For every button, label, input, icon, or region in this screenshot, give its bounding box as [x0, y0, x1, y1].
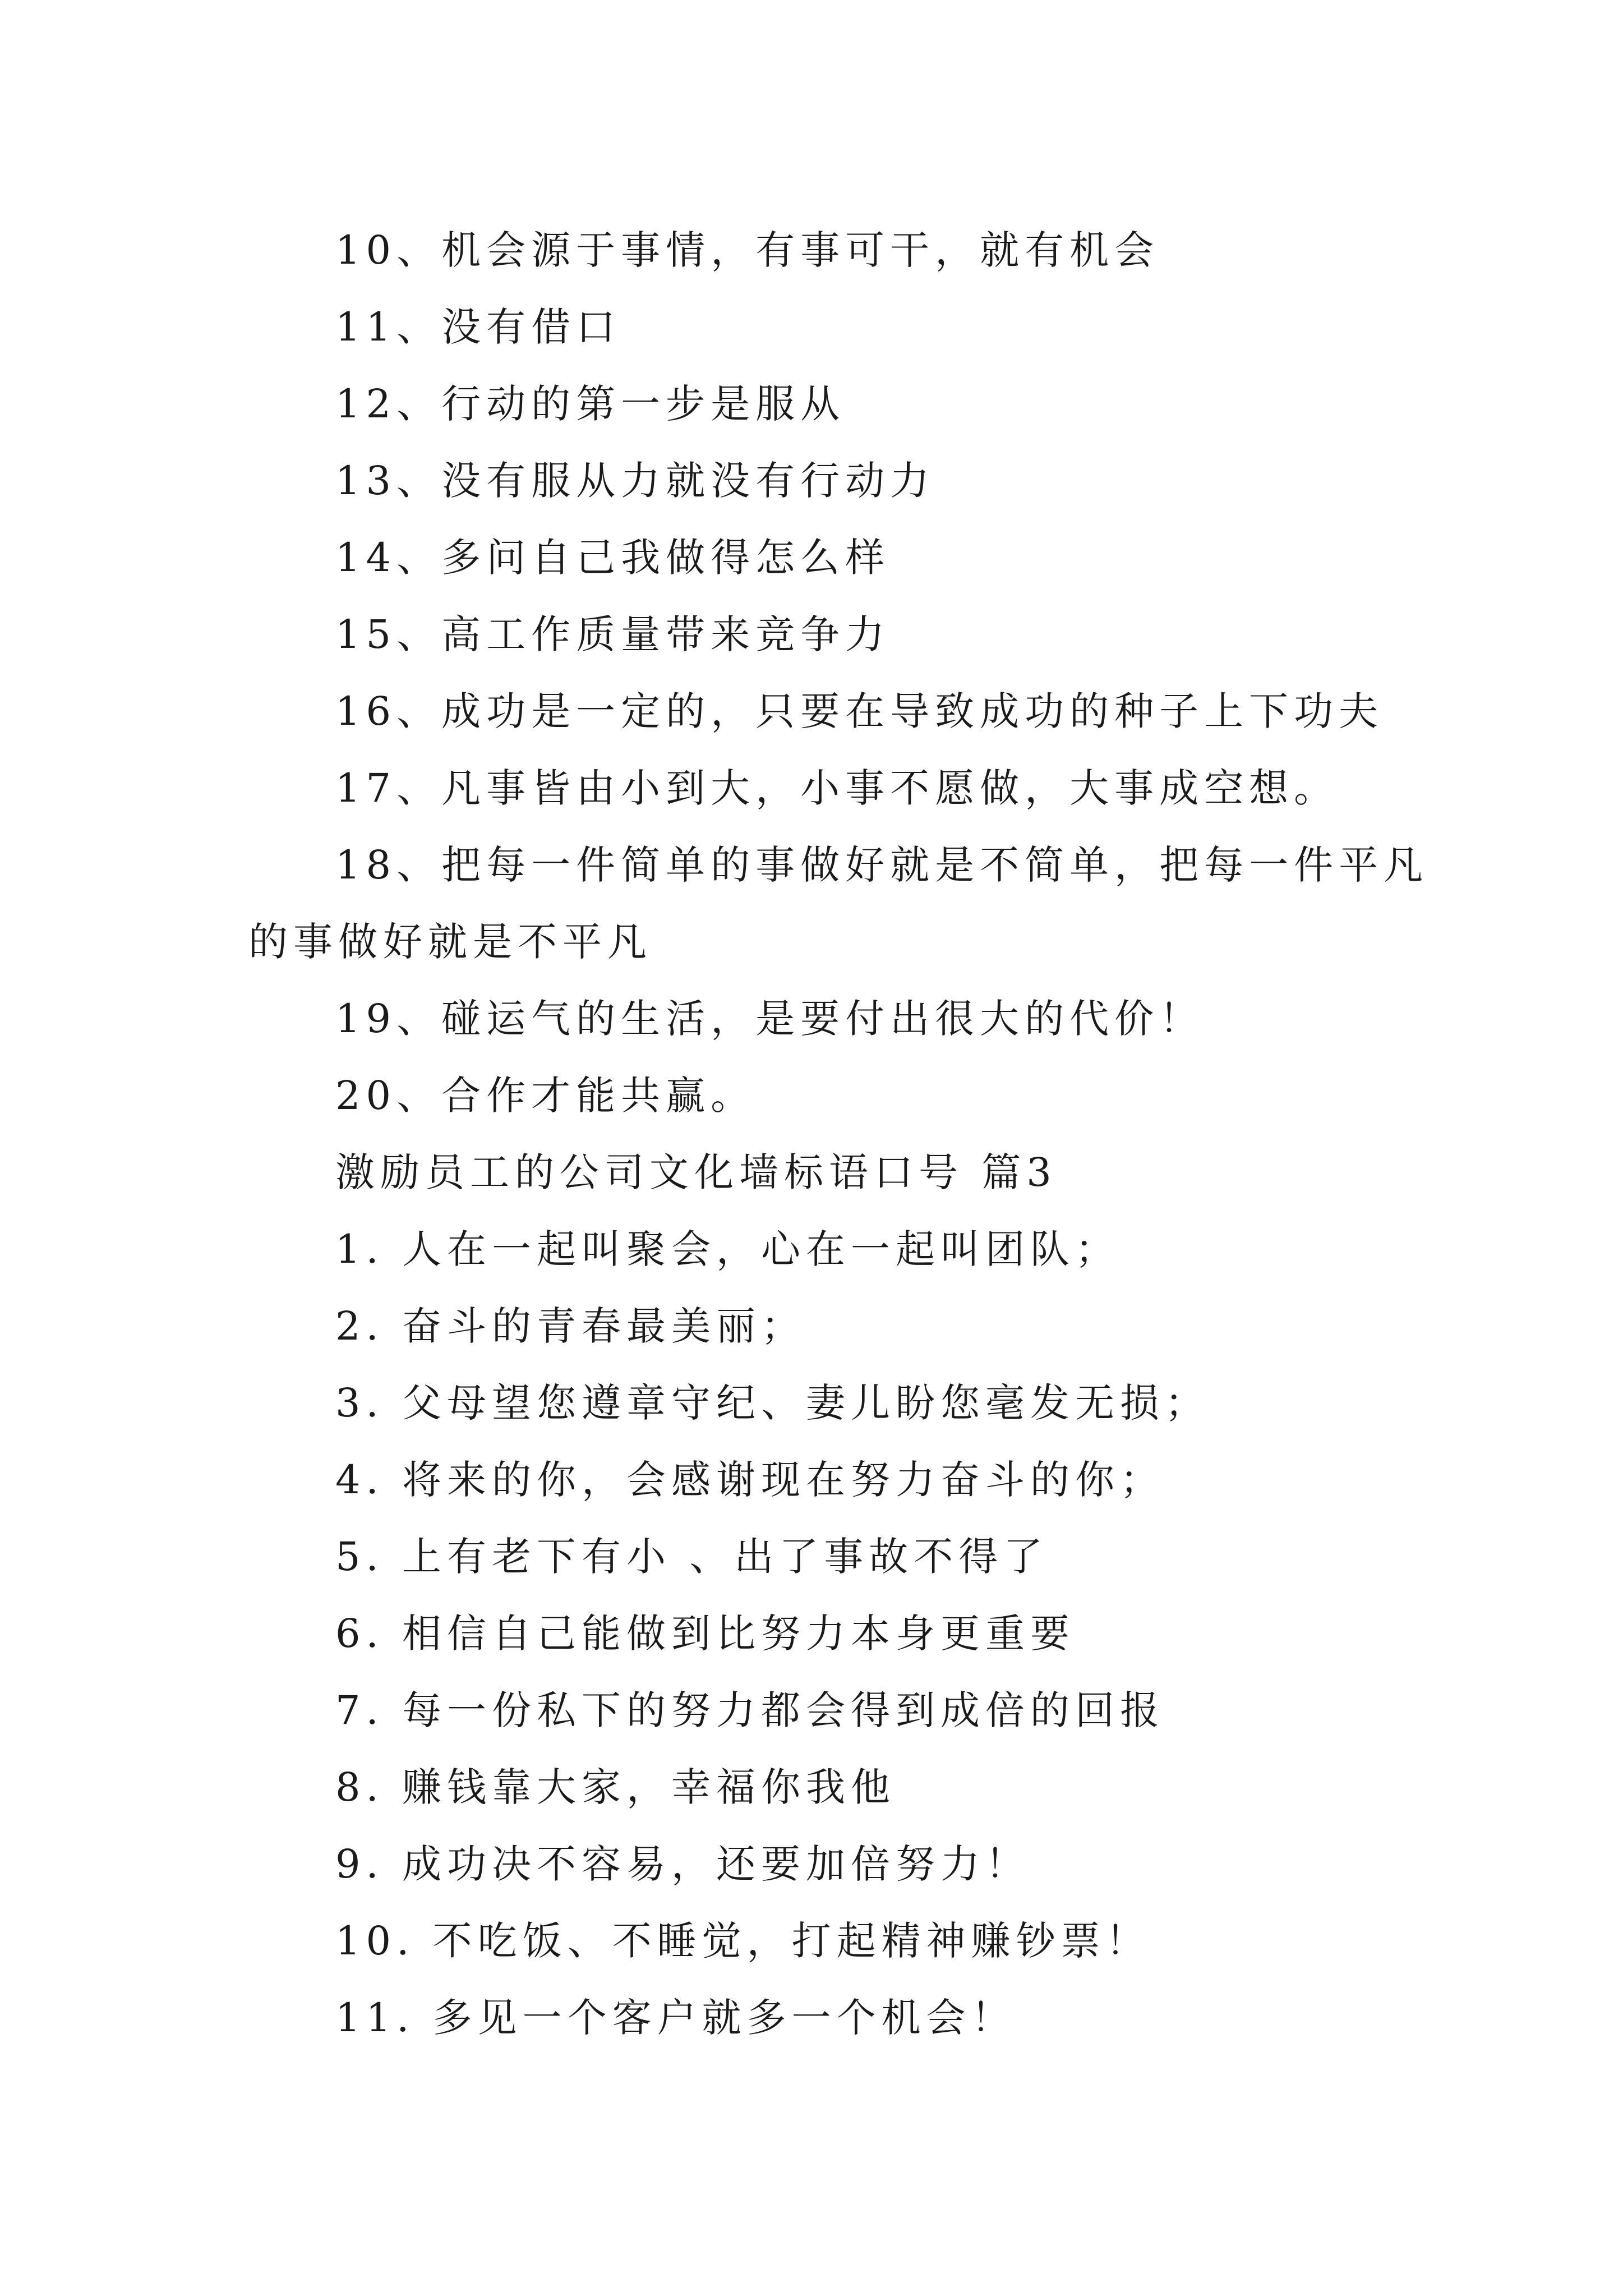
list-item: 11、没有借口 — [335, 304, 621, 350]
list-item: 11. 多见一个客户就多一个机会！ — [335, 1995, 1016, 2041]
list-item-18-line-1: 18、把每一件简单的事做好就是不简单，把每一件平凡 — [335, 842, 1429, 888]
list-item: 2. 奋斗的青春最美丽； — [335, 1303, 806, 1349]
list-item: 10. 不吃饭、不睡觉，打起精神赚钞票！ — [335, 1918, 1151, 1964]
list-item: 19、碰运气的生活，是要付出很大的代价！ — [335, 996, 1205, 1042]
document-body — [248, 212, 1429, 2056]
list-item: 13、没有服从力就没有行动力 — [335, 458, 935, 504]
list-item: 5. 上有老下有小 、出了事故不得了 — [335, 1534, 1049, 1580]
list-item: 7. 每一份私下的努力都会得到成倍的回报 — [335, 1687, 1165, 1733]
list-item: 4. 将来的你，会感谢现在努力奋斗的你； — [335, 1457, 1165, 1503]
list-item: 17、凡事皆由小到大，小事不愿做，大事成空想。 — [335, 765, 1339, 811]
list-item: 16、成功是一定的，只要在导致成功的种子上下功夫 — [335, 688, 1384, 734]
list-item: 20、合作才能共赢。 — [335, 1073, 756, 1119]
list-item-18-line-2: 的事做好就是不平凡 — [248, 919, 652, 965]
list-item: 15、高工作质量带来竞争力 — [335, 611, 891, 657]
list-item: 10、机会源于事情，有事可干，就有机会 — [335, 227, 1160, 273]
list-item: 8. 赚钱靠大家，幸福你我他 — [335, 1764, 896, 1810]
section-heading: 激励员工的公司文化墙标语口号 篇3 — [335, 1149, 1057, 1195]
list-item: 12、行动的第一步是服从 — [335, 381, 846, 427]
list-item: 14、多问自己我做得怎么样 — [335, 535, 891, 581]
list-item: 9. 成功决不容易，还要加倍努力！ — [335, 1841, 1031, 1887]
list-item: 1. 人在一起叫聚会，心在一起叫团队； — [335, 1226, 1121, 1272]
list-item: 3. 父母望您遵章守纪、妻儿盼您毫发无损； — [335, 1380, 1210, 1426]
list-item: 6. 相信自己能做到比努力本身更重要 — [335, 1611, 1076, 1657]
